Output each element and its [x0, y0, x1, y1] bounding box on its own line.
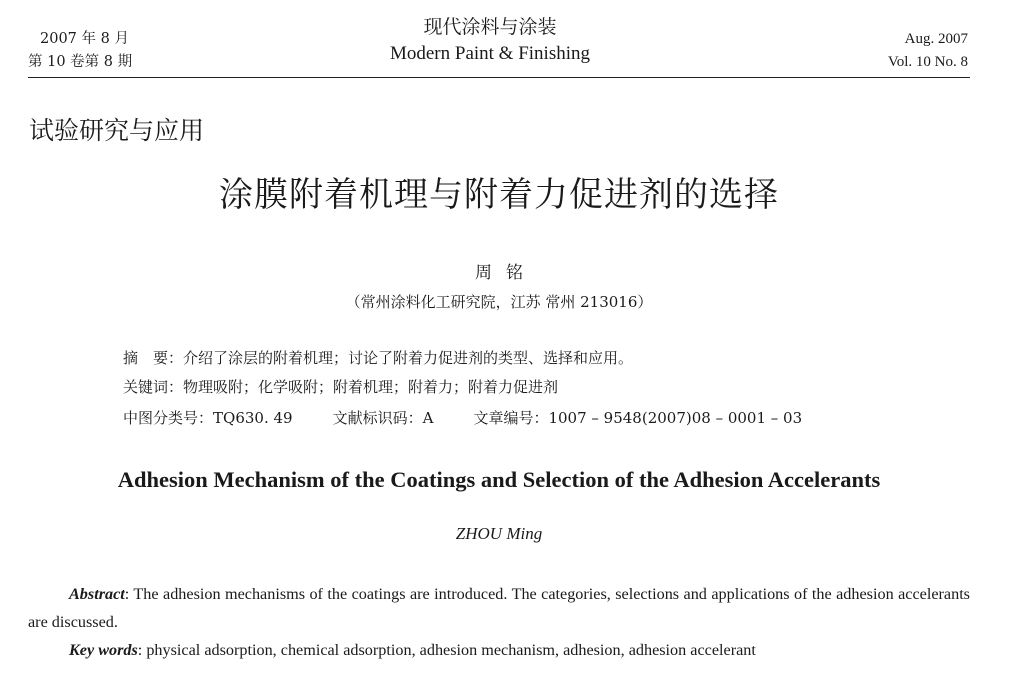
affiliation-cn: （常州涂料化工研究院，江苏 常州 213016） [345, 293, 653, 311]
keywords-cn-label: 关键词： [123, 378, 184, 396]
keywords-cn-text: 物理吸附；化学吸附；附着机理；附着力；附着力促进剂 [183, 378, 559, 396]
keywords-en-text: : physical adsorption, chemical adsorption, adhesion mechanism, adhesion, adhesion accelerant [137, 641, 756, 659]
doc-code-label: 文献标识码： [332, 409, 423, 427]
abstract-cn [123, 347, 633, 369]
doc-code-value: A [422, 409, 434, 427]
article-number-label: 文章编号： [473, 409, 549, 427]
classification-line [123, 407, 802, 429]
section-heading: 试验研究与应用 [29, 116, 205, 145]
header-volume-en: Vol. 10 No. 8 [887, 54, 968, 70]
journal-name [330, 14, 650, 68]
clc-label: 中图分类号： [123, 409, 214, 427]
journal-name-cn: 现代涂料与涂装 [423, 16, 557, 38]
header-date-cn: 2007 年 8 月 [40, 31, 129, 47]
paper-title-cn: 涂膜附着机理与附着力促进剂的选择 [219, 175, 779, 215]
keywords-cn [123, 376, 558, 398]
article-number-value: 1007 – 9548(2007)08 – 0001 – 03 [548, 409, 803, 427]
journal-name-en: Modern Paint & Finishing [389, 43, 591, 64]
abstract-en-text: : The adhesion mechanisms of the coatings are introduced. The categories, selections and applications of the adhesion accelerants are discussed. [28, 585, 970, 631]
clc-value: TQ630. 49 [213, 409, 293, 427]
paper-title-en: Adhesion Mechanism of the Coatings and Selection of the Adhesion Accelerants [117, 467, 881, 492]
issue-date-cn [28, 28, 132, 74]
header-divider [28, 77, 970, 78]
abstract-cn-text: 介绍了涂层的附着机理；讨论了附着力促进剂的类型、选择和应用。 [183, 349, 634, 367]
author-name-cn: 周铭 [475, 263, 537, 283]
abstract-en-label: Abstract [69, 585, 125, 603]
issue-date-en [888, 28, 968, 74]
abstract-en [28, 580, 970, 636]
keywords-en-label: Key words [69, 641, 138, 659]
abstract-cn-label: 摘 要： [123, 349, 184, 367]
header-date-en: Aug. 2007 [904, 31, 968, 47]
header-volume-cn: 第 10 卷第 8 期 [28, 54, 133, 70]
keywords-en [69, 637, 756, 663]
author-name-en: ZHOU Ming [455, 524, 543, 543]
